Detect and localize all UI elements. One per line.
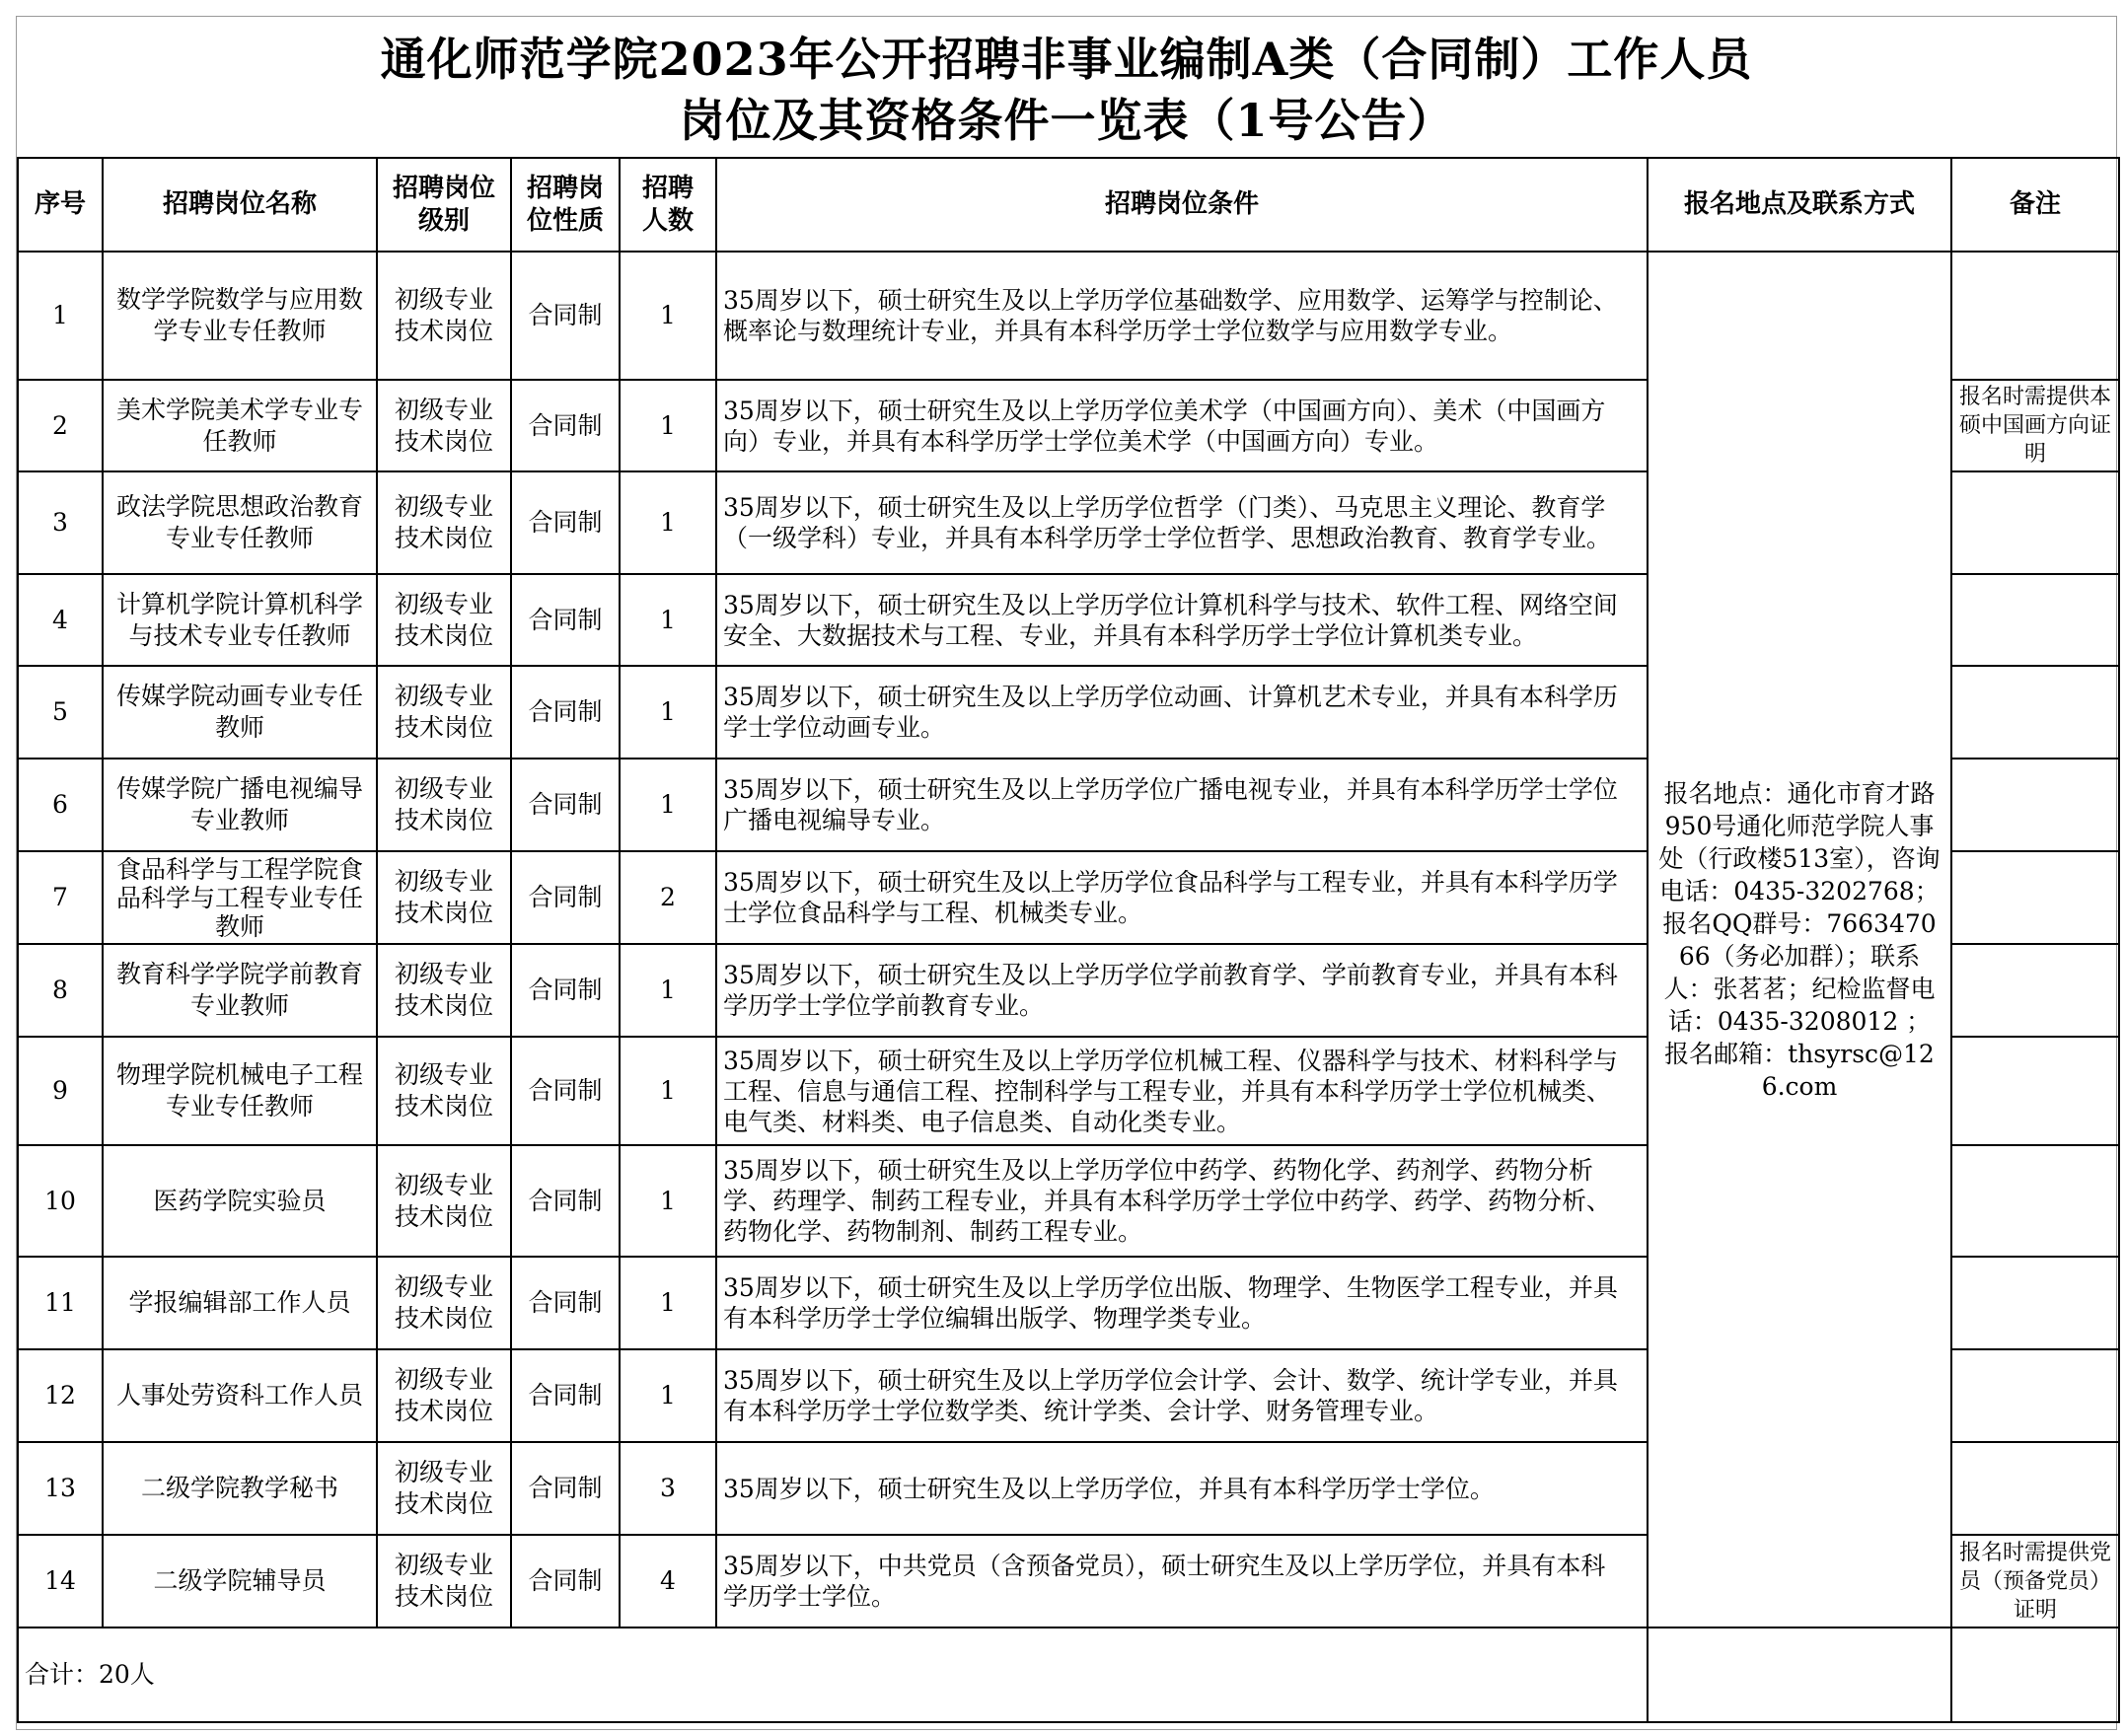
header-nature: 招聘岗位性质 <box>511 158 620 252</box>
row-post-name: 政法学院思想政治教育专业专任教师 <box>103 471 377 574</box>
row-post-name: 医药学院实验员 <box>103 1145 377 1257</box>
row-conditions: 35周岁以下，硕士研究生及以上学历学位中药学、药物化学、药剂学、药物分析学、药理学、制药工程专业，并具有本科学历学士学位中药学、药学、药物分析、药物化学、药物制剂、制药工程专业。 <box>716 1145 1648 1257</box>
row-seq: 8 <box>18 944 103 1037</box>
positions-table <box>17 157 2120 1723</box>
row-seq: 6 <box>18 759 103 851</box>
row-nature: 合同制 <box>511 471 620 574</box>
row-count: 1 <box>620 759 716 851</box>
row-count: 1 <box>620 1257 716 1349</box>
row-nature: 合同制 <box>511 574 620 666</box>
row-conditions: 35周岁以下，硕士研究生及以上学历学位广播电视专业，并具有本科学历学士学位广播电视编导专业。 <box>716 759 1648 851</box>
row-seq: 4 <box>18 574 103 666</box>
row-count: 1 <box>620 1037 716 1145</box>
row-nature: 合同制 <box>511 1349 620 1442</box>
row-post-name: 计算机学院计算机科学与技术专业专任教师 <box>103 574 377 666</box>
row-post-name: 人事处劳资科工作人员 <box>103 1349 377 1442</box>
row-nature: 合同制 <box>511 1442 620 1535</box>
header-remarks: 备注 <box>1951 158 2119 252</box>
row-post-name: 美术学院美术学专业专任教师 <box>103 380 377 471</box>
row-remark <box>1951 574 2119 666</box>
row-level: 初级专业技术岗位 <box>377 1037 511 1145</box>
row-remark <box>1951 471 2119 574</box>
row-seq: 7 <box>18 851 103 944</box>
total-contact-cell <box>1648 1628 1951 1722</box>
row-level: 初级专业技术岗位 <box>377 1349 511 1442</box>
row-level: 初级专业技术岗位 <box>377 666 511 759</box>
row-count: 3 <box>620 1442 716 1535</box>
row-level: 初级专业技术岗位 <box>377 380 511 471</box>
row-count: 1 <box>620 471 716 574</box>
row-count: 1 <box>620 1145 716 1257</box>
row-level: 初级专业技术岗位 <box>377 1257 511 1349</box>
row-level: 初级专业技术岗位 <box>377 1535 511 1628</box>
row-post-name: 数学学院数学与应用数学专业专任教师 <box>103 252 377 380</box>
row-seq: 11 <box>18 1257 103 1349</box>
total-row <box>18 1628 2119 1722</box>
row-conditions: 35周岁以下，硕士研究生及以上学历学位动画、计算机艺术专业，并具有本科学历学士学位动画专业。 <box>716 666 1648 759</box>
row-nature: 合同制 <box>511 944 620 1037</box>
row-remark <box>1951 666 2119 759</box>
row-count: 1 <box>620 944 716 1037</box>
table-row <box>18 252 2119 380</box>
row-nature: 合同制 <box>511 759 620 851</box>
header-contact: 报名地点及联系方式 <box>1648 158 1951 252</box>
row-remark <box>1951 1442 2119 1535</box>
row-nature: 合同制 <box>511 1037 620 1145</box>
row-seq: 12 <box>18 1349 103 1442</box>
row-conditions: 35周岁以下，硕士研究生及以上学历学位，并具有本科学历学士学位。 <box>716 1442 1648 1535</box>
total-remark-cell <box>1951 1628 2119 1722</box>
page-title: 通化师范学院2023年公开招聘非事业编制A类（合同制）工作人员 <box>380 33 1753 86</box>
row-conditions: 35周岁以下，中共党员（含预备党员），硕士研究生及以上学历学位，并具有本科学历学士学位。 <box>716 1535 1648 1628</box>
row-post-name: 传媒学院动画专业专任教师 <box>103 666 377 759</box>
row-nature: 合同制 <box>511 851 620 944</box>
row-seq: 9 <box>18 1037 103 1145</box>
row-seq: 1 <box>18 252 103 380</box>
header-post-name: 招聘岗位名称 <box>103 158 377 252</box>
header-row <box>18 158 2119 252</box>
row-seq: 2 <box>18 380 103 471</box>
row-nature: 合同制 <box>511 380 620 471</box>
row-level: 初级专业技术岗位 <box>377 1145 511 1257</box>
row-remark: 报名时需提供本硕中国画方向证明 <box>1951 380 2119 471</box>
row-nature: 合同制 <box>511 1257 620 1349</box>
header-conditions: 招聘岗位条件 <box>716 158 1648 252</box>
row-nature: 合同制 <box>511 1535 620 1628</box>
row-seq: 13 <box>18 1442 103 1535</box>
row-nature: 合同制 <box>511 252 620 380</box>
row-post-name: 学报编辑部工作人员 <box>103 1257 377 1349</box>
row-seq: 5 <box>18 666 103 759</box>
row-level: 初级专业技术岗位 <box>377 851 511 944</box>
row-post-name: 食品科学与工程学院食品科学与工程专业专任教师 <box>103 851 377 944</box>
row-remark <box>1951 1145 2119 1257</box>
header-seq: 序号 <box>18 158 103 252</box>
row-conditions: 35周岁以下，硕士研究生及以上学历学位机械工程、仪器科学与技术、材料科学与工程、信息与通信工程、控制科学与工程专业，并具有本科学历学士学位机械类、电气类、材料类、电子信息类、自动化类专业。 <box>716 1037 1648 1145</box>
row-remark <box>1951 851 2119 944</box>
row-count: 1 <box>620 574 716 666</box>
row-post-name: 物理学院机械电子工程专业专任教师 <box>103 1037 377 1145</box>
row-level: 初级专业技术岗位 <box>377 759 511 851</box>
row-remark <box>1951 759 2119 851</box>
row-remark <box>1951 1257 2119 1349</box>
page-subtitle: 岗位及其资格条件一览表（1号公告） <box>679 94 1454 147</box>
row-seq: 10 <box>18 1145 103 1257</box>
row-seq: 14 <box>18 1535 103 1628</box>
row-conditions: 35周岁以下，硕士研究生及以上学历学位食品科学与工程专业，并具有本科学历学士学位食品科学与工程、机械类专业。 <box>716 851 1648 944</box>
row-count: 1 <box>620 380 716 471</box>
total-count: 合计：20人 <box>18 1628 1648 1722</box>
row-conditions: 35周岁以下，硕士研究生及以上学历学位美术学（中国画方向）、美术（中国画方向）专业，并具有本科学历学士学位美术学（中国画方向）专业。 <box>716 380 1648 471</box>
row-count: 4 <box>620 1535 716 1628</box>
row-level: 初级专业技术岗位 <box>377 252 511 380</box>
row-nature: 合同制 <box>511 1145 620 1257</box>
row-count: 1 <box>620 252 716 380</box>
row-remark <box>1951 1037 2119 1145</box>
row-nature: 合同制 <box>511 666 620 759</box>
row-conditions: 35周岁以下，硕士研究生及以上学历学位哲学（门类）、马克思主义理论、教育学（一级学科）专业，并具有本科学历学士学位哲学、思想政治教育、教育学专业。 <box>716 471 1648 574</box>
row-remark <box>1951 1349 2119 1442</box>
header-count: 招聘人数 <box>620 158 716 252</box>
row-post-name: 二级学院辅导员 <box>103 1535 377 1628</box>
row-post-name: 二级学院教学秘书 <box>103 1442 377 1535</box>
row-count: 1 <box>620 666 716 759</box>
row-conditions: 35周岁以下，硕士研究生及以上学历学位会计学、会计、数学、统计学专业，并具有本科学历学士学位数学类、统计学类、会计学、财务管理专业。 <box>716 1349 1648 1442</box>
row-level: 初级专业技术岗位 <box>377 574 511 666</box>
row-remark <box>1951 944 2119 1037</box>
title-box <box>17 17 2116 157</box>
row-count: 1 <box>620 1349 716 1442</box>
row-conditions: 35周岁以下，硕士研究生及以上学历学位计算机科学与技术、软件工程、网络空间安全、大数据技术与工程、专业，并具有本科学历学士学位计算机类专业。 <box>716 574 1648 666</box>
row-remark: 报名时需提供党员（预备党员）证明 <box>1951 1535 2119 1628</box>
row-conditions: 35周岁以下，硕士研究生及以上学历学位基础数学、应用数学、运筹学与控制论、概率论与数理统计专业，并具有本科学历学士学位数学与应用数学专业。 <box>716 252 1648 380</box>
row-conditions: 35周岁以下，硕士研究生及以上学历学位出版、物理学、生物医学工程专业，并具有本科学历学士学位编辑出版学、物理学类专业。 <box>716 1257 1648 1349</box>
row-level: 初级专业技术岗位 <box>377 1442 511 1535</box>
row-remark <box>1951 252 2119 380</box>
row-conditions: 35周岁以下，硕士研究生及以上学历学位学前教育学、学前教育专业，并具有本科学历学士学位学前教育专业。 <box>716 944 1648 1037</box>
contact-info: 报名地点：通化市育才路950号通化师范学院人事处（行政楼513室），咨询电话：0435-3202768；报名QQ群号：766347066（务必加群）；联系人：张茗茗；纪检监督电话：0435-3208012 ；报名邮箱：thsyrsc@126.com <box>1648 252 1951 1628</box>
row-level: 初级专业技术岗位 <box>377 944 511 1037</box>
header-level: 招聘岗位级别 <box>377 158 511 252</box>
row-seq: 3 <box>18 471 103 574</box>
row-post-name: 教育科学学院学前教育专业教师 <box>103 944 377 1037</box>
recruitment-sheet <box>16 16 2117 1730</box>
row-level: 初级专业技术岗位 <box>377 471 511 574</box>
row-post-name: 传媒学院广播电视编导专业教师 <box>103 759 377 851</box>
row-count: 2 <box>620 851 716 944</box>
